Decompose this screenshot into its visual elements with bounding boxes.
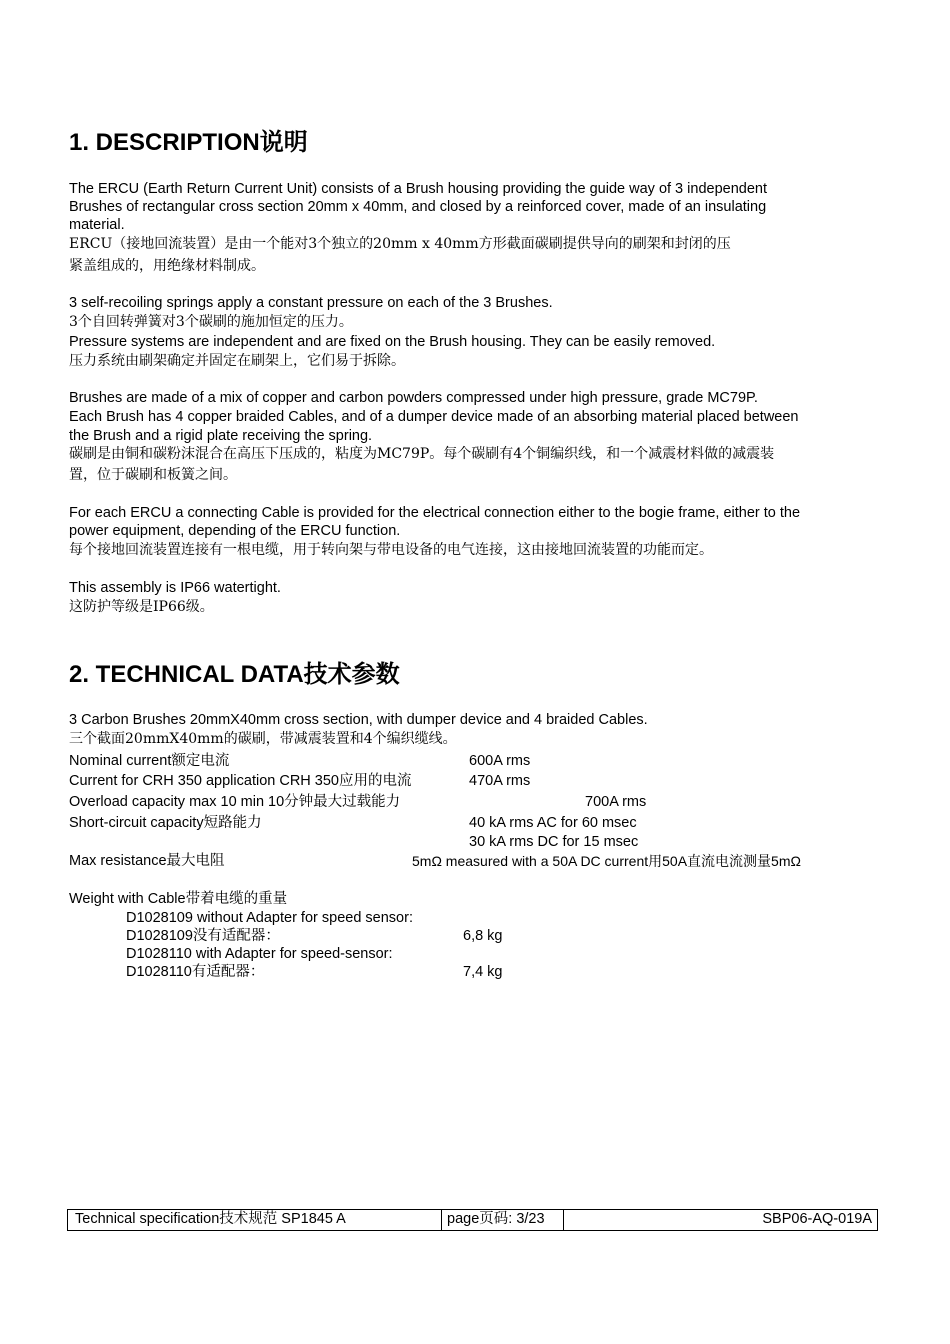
description-text-zh: ERCU（接地回流装置）是由一个能对3个独立的20mm x 40mm方形截面碳刷提供导向的刷架和封闭的压: [69, 236, 731, 252]
cable-text: For each ERCU a connecting Cable is provided for the electrical connection either to the bogie frame, either to the: [69, 505, 801, 521]
weight-item-value: 7,4 kg: [463, 964, 503, 980]
footer-page-number: page页码: 3/23: [442, 1210, 564, 1230]
spec-value-overload: 700A rms: [585, 794, 647, 810]
brushes-text: Each Brush has 4 copper braided Cables, and of a dumper device made of an absorbing material placed between: [69, 409, 799, 425]
description-text: The ERCU (Earth Return Current Unit) consists of a Brush housing providing the guide way of 3 independent: [69, 181, 767, 197]
weight-item-label: D1028110有适配器：: [126, 964, 265, 980]
spec-label-crh350-current: Current for CRH 350 application CRH 350应用的电流: [69, 773, 412, 789]
weight-item-value: 6,8 kg: [463, 928, 503, 944]
spec-value-nominal-current: 600A rms: [469, 753, 531, 769]
pressure-text: Pressure systems are independent and are fixed on the Brush housing. They can be easily removed.: [69, 334, 716, 350]
ip66-text: This assembly is IP66 watertight.: [69, 580, 281, 596]
description-text-zh: 紧盖组成的，用绝缘材料制成。: [69, 258, 265, 274]
tech-intro-text: 3 Carbon Brushes 20mmX40mm cross section, with dumper device and 4 braided Cables.: [69, 712, 648, 728]
weight-item-label: D1028109没有适配器：: [126, 928, 280, 944]
spec-value-short-circuit-ac: 40 kA rms AC for 60 msec: [469, 815, 637, 831]
footer-spec: Technical specification技术规范 SP1845 A: [68, 1210, 442, 1230]
section-2-heading: 2. TECHNICAL DATA技术参数: [69, 661, 400, 688]
brushes-text: Brushes are made of a mix of copper and carbon powders compressed under high pressure, grade MC79P.: [69, 390, 758, 406]
spec-value-crh350-current: 470A rms: [469, 773, 531, 789]
section-1-heading: 1. DESCRIPTION说明: [69, 129, 308, 156]
footer-document-code: SBP06-AQ-019A: [762, 1211, 872, 1227]
ip66-text-zh: 这防护等级是IP66级。: [69, 599, 214, 615]
weight-item-label: D1028110 with Adapter for speed-sensor:: [126, 946, 393, 962]
brushes-text-zh: 碳刷是由铜和碳粉沫混合在高压下压成的，粘度为MC79P。每个碳刷有4个铜编织线，和一个减震材料做的减震装: [69, 446, 775, 462]
spec-label-short-circuit: Short-circuit capacity短路能力: [69, 815, 262, 831]
weight-item-label: D1028109 without Adapter for speed sensor:: [126, 910, 413, 926]
spec-label-nominal-current: Nominal current额定电流: [69, 753, 230, 769]
brushes-text: the Brush and a rigid plate receiving the spring.: [69, 428, 373, 444]
spec-label-overload: Overload capacity max 10 min 10分钟最大过载能力: [69, 794, 401, 810]
cable-text-zh: 每个接地回流装置连接有一根电缆，用于转向架与带电设备的电气连接，这由接地回流装置的功能而定。: [69, 542, 713, 558]
spec-label-max-resistance: Max resistance最大电阻: [69, 853, 225, 869]
description-text: Brushes of rectangular cross section 20mm x 40mm, and closed by a reinforced cover, made of an insulating: [69, 199, 767, 215]
spec-value-short-circuit-dc: 30 kA rms DC for 15 msec: [469, 834, 639, 850]
weight-title: Weight with Cable带着电缆的重量: [69, 891, 288, 907]
spec-value-max-resistance: 5mΩ measured with a 50A DC current用50A直流电流测量5mΩ: [412, 853, 801, 869]
tech-intro-text-zh: 三个截面20mmX40mm的碳刷，带减震装置和4个编织缆线。: [69, 731, 457, 747]
brushes-text-zh: 置，位于碳刷和板簧之间。: [69, 467, 237, 483]
pressure-text-zh: 压力系统由刷架确定并固定在刷架上，它们易于拆除。: [69, 353, 405, 369]
springs-text-zh: 3个自回转弹簧对3个碳刷的施加恒定的压力。: [69, 314, 353, 330]
description-text: material.: [69, 217, 125, 233]
page-footer: [67, 1209, 878, 1231]
springs-text: 3 self-recoiling springs apply a constant pressure on each of the 3 Brushes.: [69, 295, 553, 311]
cable-text: power equipment, depending of the ERCU function.: [69, 523, 401, 539]
